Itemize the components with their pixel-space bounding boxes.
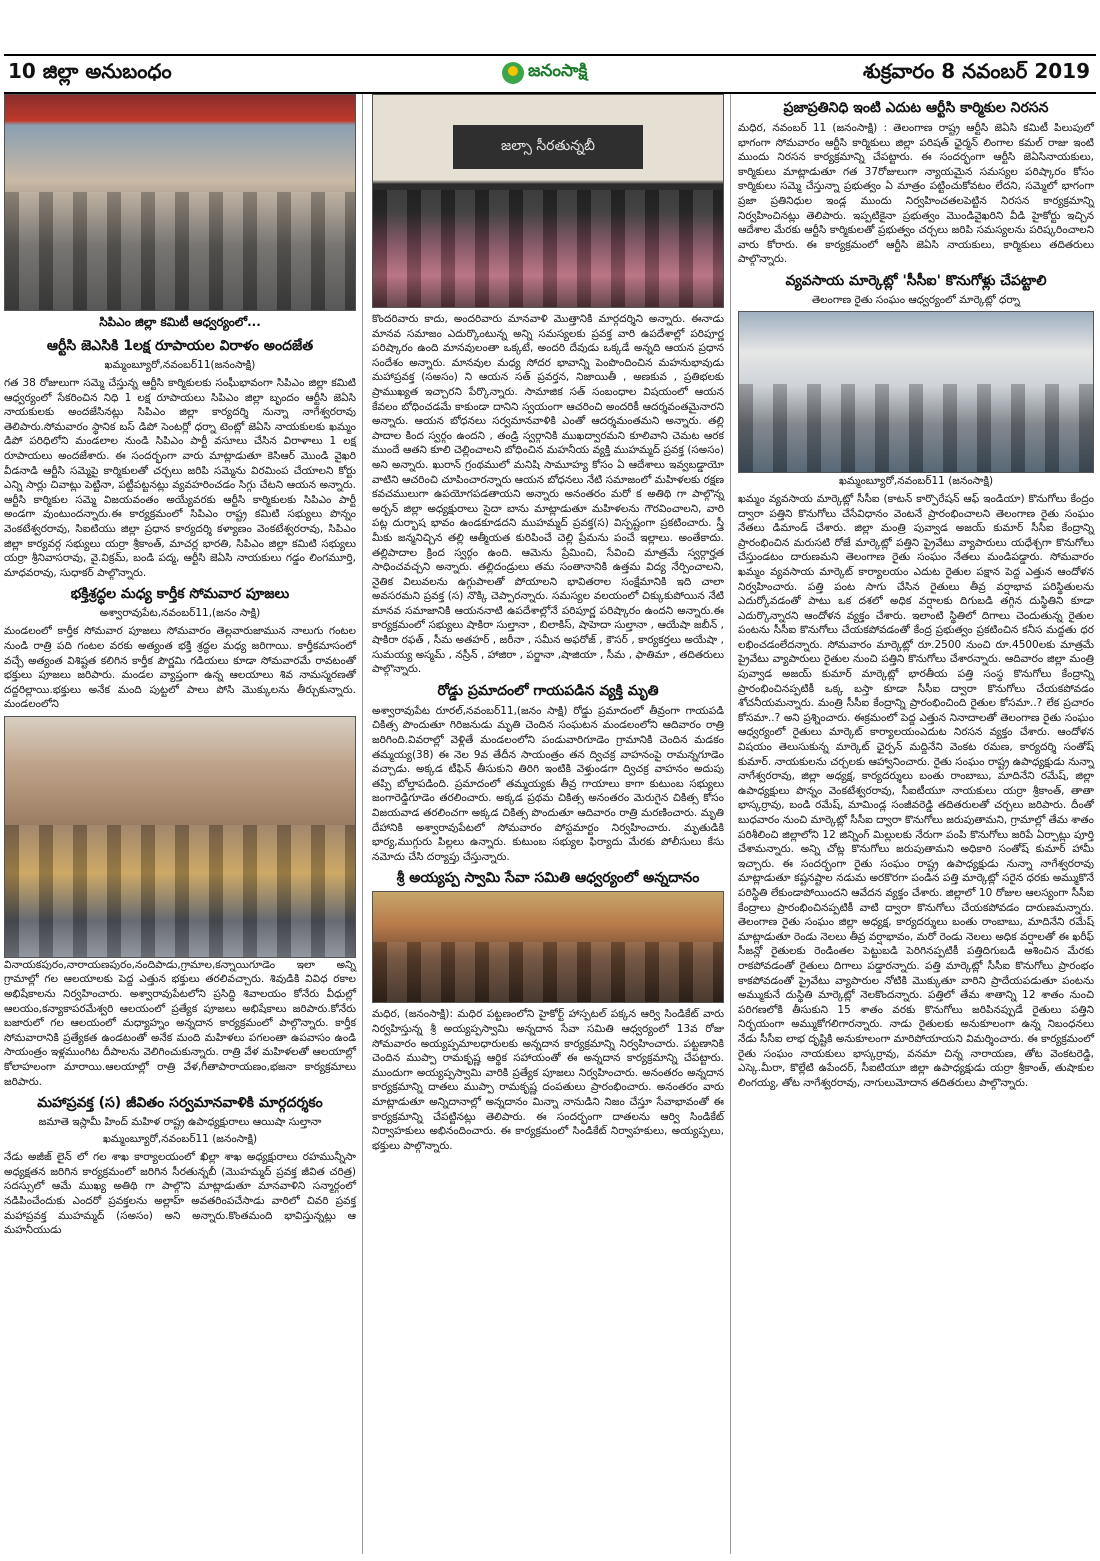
article-headline: మహాప్రవక్త (స) జీవితం సర్వమానవాళికి మార్గదర్శకం <box>37 1095 323 1112</box>
article-body: ఖమ్మం వ్యవసాయ మార్కెట్లో సీసీఐ (కాటన్ కార్పొరేషన్ ఆఫ్ ఇండియా) కొనుగోలు కేంద్రం ద్వారా పత్తిని కొనుగోలు చేసేవిధానం వెంటనే ప్రారంభించాలని తెలంగాణ రైతు సంఘం నేతలు డిమాండ్ చేశారు. జిల్లా మంత్రి పువ్వాడ అజయ్ కుమార్ సీసీఐ కేంద్రాన్ని ప్రారంభించిన మరుసటి రోజే మార్కెట్లో పత్తిని ప్రైవేటు వ్యాపారులు యధేశ్చగా కొనుగోలు చేస్తుండటం దారుణమని తెలంగాణ రైతు సంఘం నేతలు మండిపడ్డారు. సోమవారం ఖమ్మం వ్యవసాయ మార్కెట్ కార్యాలయం ఎదుట రైతుల పక్షాన పెద్ద ఎత్తున ఆందోళన నిర్వహించారు. పత్తి పంట సాగు చేసిన రైతులు తీవ్ర వర్షాభావ పరిస్థితులను ఎదుర్కోవడంతో పాటు ఒక దశలో అధిక వర్షాలకు దిగుబడి తగ్గిన దుస్థితిని కూడా ఎదుర్కొన్నారని ఆందోళన వ్యక్తం చేశారు. ఇలాంటి స్థితిలో దిగాలు చెందుతున్న రైతుల పంటను సీసీఐ కొనుగోలు చేయకపోవడంతో కేంద్ర ప్రభుత్వం ప్రకటించిన కనీస మద్దతు ధర లభించడంలేదన్నారు. సోమవారం మార్కెట్లో రూ.2500 నుంచి రూ.4500లకు మాత్రమే ప్రైవేటు వ్యాపారులు రైతుల నుంచి పత్తిని కొనుగోలు చేశారన్నారు. ఆదివారం జిల్లా మంత్రి పువ్వాడ అజయ్ కుమార్ మార్కెట్లో భారతీయ పత్తి సంస్థ కొనుగోలు కేంద్రాన్ని ప్రారంభించినప్పటికీ ఒక్క బస్తా కూడా సీసీఐ ద్వారా కొనుగోలు చేయకపోవడం శోచనీయమన్నారు. మంత్రి సీసీఐ కేంద్రాన్ని ప్రారంభించింది రైతుల కోసమా..? లేక ప్రచారం కోసమా..? అని ప్రశ్నించారు. ఈక్రమంలో పెద్ద ఎత్తున నినాదాలతో తెలంగాణ రైతు సంఘం ఆధ్వర్యంలో రైతులు మార్కెట్ కార్యాలయంఎదుట నిరసన వ్యక్తం చేశారు. ఆందోళన విషయం తెలుసుకున్న మార్కెట్ ఛైర్పన్ మద్దినేని వెంకట రమణ, కార్యదర్శి సంతోష్ కుమార్. నాయకులను చర్చలకు ఆహ్వానించారు. రైతు సంఘం రాష్ట్ర ఉపాధ్యక్షుడు నున్నా నాగేశ్వరరావు, జిల్లా అధ్యక్ష, కార్యదర్శులు బంతు రాంబాబు, మాదినేని రమేష్, జిల్లా ఉపాధ్యక్షులు పొన్నం వెంకటేశ్వరరావు, సీఐటీయూ నాయకులు యర్రా శ్రీకాంత్, తాతా భాస్కర్రావు, బండి రమేష్, మామిండ్ల సంజీవరెడ్డి తదితరులతో చర్చలు జరిపారు. దీంతో బుధవారం నుంచి మార్కెట్లో సీసీఐ ద్వారా కొనుగోలు జరుపుతామని, గ్రామాల్లో తేమ శాతం పరిశీలించి జిల్లాలోని 12 జిన్నింగ్ మిల్లులకు నేరుగా పంపి కొనుగోలు జరిపే ఏర్పాట్లు పూర్తి చేశామన్నారు. అన్ని చోట్ల కొనుగోలు జరుపుతామని అధికారి సంతోష్ కుమార్ హామీ ఇచ్చారు. ఈ సందర్భంగా రైతు సంఘం రాష్ట్ర ఉపాధ్యక్షుడు నున్నా నాగేశ్వరరావు మాట్లాడుతూ కష్టనష్టాల నడుమ అరకొరగా పండిన పత్తి మార్కెట్లో సరైన ధరకు అమ్ముకొనే పరిస్థితి లేకుండాపోయిందని ఆవేదన వ్యక్తం చేశారు. జిల్లాలో 10 రోజుల ఆలస్యంగా సీసీఐ కేంద్రాలు ప్రారంభించినప్పటికీ వాటి ద్వారా కొనుగోలు చేయకపోవడం దారుణమన్నారు. తెలంగాణ రైతు సంఘం జిల్లా అధ్యక్ష, కార్యదర్శులు బంతు రాంబాబు, మాదినేని రమేష్ మాట్లాడుతూ రెండు నెలలు తీవ్ర వర్షాభావం, మరో రెండు నెలలు అధిక వర్షాలతో ఈ ఖరీఫ్ సీజన్లో రైతులకు రెండింతల పెట్టుబడి పెరిగినప్పటికీ పత్తిదిగుబడి ఆశించిన మేరకు రాకపోవడంతో రైతులు దిగాలు పడ్డారన్నారు. పత్తి మార్కెట్లో సీసీఐ కొనుగోలు ప్రారంభం కాకపోవడంతో ప్రైవేటు వ్యాపారుల నోటికి మొక్కుతూ వారిని ప్రాదేయపడుతూ పంటను అమ్ముకునే దుస్థితి మార్కెట్లో నెలకొందన్నారు. పత్తిలో తేమ శాతాన్ని 12 శాతం నుంచి పరిగణలోకి తీసుకుని 15 శాతం వరకు కొనుగోలు జరిపినప్పుడే రైతులు పత్తిని నిర్భయంగా అమ్ముకోగలిగారన్నారు. నాడు రైతులకు అనుకూలంగా ఉన్న నిబంధనలు నేడు సీసీఐ లాభ దృష్టికి అనుకూలంగా మారిపోయాయని విమర్శించారు. ఈ కార్యక్రమంలో రైతు సంఘం నాయకులు భాస్కర్రావు, వనమా చిన్న నారాయణ, తోట వెంకటరెడ్డి, ఎస్కె.మీరా, కొల్లేటి ఉపేందర్, సీఐటియూ జిల్లా ఉపాధ్యక్షుడు యర్రా శ్రీకాంత్, తుషాకుల లింగయ్య, తోట నాగేశ్వరరావు, నాగులుమోదాన తదితరులు పాల్గొన్నారు. <box>738 492 1094 1089</box>
cpim-donation-photo <box>4 94 356 311</box>
article-dateline: అశ్వారావుపేట,నవంబర్11,(జనం సాక్షి) <box>99 607 261 620</box>
meeting-banner: జల్సా సీరతున్నబీ <box>453 125 643 169</box>
masthead-logo <box>502 61 587 85</box>
article-headline: శ్రీ అయ్యప్ప స్వామి సేవా సమితి ఆధ్వర్యంలో అన్నదానం <box>396 870 700 887</box>
page-section-label: 10 జిల్లా అనుబంధం <box>8 59 172 83</box>
article-headline: ప్రజాప్రతినిధి ఇంటి ఎదుట ఆర్టీసి కార్మికుల నిరసన <box>783 100 1049 116</box>
column-1 <box>4 94 356 1238</box>
column-3 <box>738 94 1094 1090</box>
article-dateline: ఖమ్మంబ్యూరో,నవంబర్11(జనంసాక్షి) <box>104 359 256 371</box>
column-2 <box>372 94 724 1153</box>
issue-date: శుక్రవారం 8 నవంబర్ 2019 <box>862 59 1090 83</box>
article-dateline: ఖమ్మంబ్యూరో,నవంబర్11 (జనంసాక్షి) <box>102 1133 258 1146</box>
logo-text: జనంసాక్షి <box>528 61 588 81</box>
market-dharna-photo <box>738 311 1094 473</box>
article-body: మండలంలో కార్తీక సోమవార పూజలు సోమవారం తెల్లవారుజామున నాలుగు గంటల నుండి రాత్రి పది గంటల వరకు అత్యంత భక్తి శ్రద్ధల మధ్య జరిగాయి. కార్తీకమాసంలో వచ్చే అత్యంత విశిష్టత కలిగిన కార్తీక పౌర్ణమి గడియలు కూడా సోమవారమే రావటంతో భక్తులు పూజలు జరిపారు. మండల వ్యాప్తంగా ఉన్న ఆలయాలు శివ నామస్మరణతో దద్దరిల్లాయి.భక్తులు అనేక మంది పుట్టలో పాలు పోసి మొక్కులను తీర్చుకున్నారు. మండలంలోని <box>4 625 356 711</box>
article-body: నేడు అజీజ్ లైన్ లో గల శాఖ కార్యాలయంలో ఖిల్లా శాఖ అధ్యక్షురాలు రహమున్నీసా అధ్యక్షతన జరిగిన కార్యక్రమంలో జరిగిన సీరతున్నబీ (మొహమ్మద్ ప్రవక్త జీవిత చరిత్ర) సదస్సులో ఆమే ముఖ్య అతిథి గా పాల్గొని మాట్లాడుతూ మానవాళిని సన్మార్గంలో నడిపించేందుకు ఎందరో ప్రవక్తలను అల్లాహ్ అవతరింపచేసాడు వారిలో చివరి ప్రవక్త మహాప్రవక్త ముహమ్మద్ (సఅసం) అని అన్నారు.కొంతమంది భావిస్తున్నట్లు ఆ మహనీయుడు <box>4 1151 356 1237</box>
article-body-continued: వినాయకపురం,నారాయణపురం,నందిపాడు,గ్రామాల,కన్నాయిగూడెం ఇలా అన్ని గ్రామాల్లో గల ఆలయాలకు పెద్ద ఎత్తున భక్తులు తరలివచ్చారు. శివుడికి వివిధ రకాల అభిషేకాలను నిర్వహించారు. అశ్వారావుపేటలోని ప్రసిద్ధి శివాలయం కోనేరు వీధుల్లో ఆలయం,కన్యాకాపరమేశ్వరి ఆలయంలో ప్రత్యేక పూజలు అభిషేకాలు జరిపారు.కోనేరు బజారులో గల ఆలయంలో మధ్యాహ్నం అన్నదాన కార్యక్రమంలో పాల్గొన్నారు. కార్తీక సోమవారానికి ప్రత్యేకత ఉండటంతో అనేక మంది మహిళలు పగలంతా ఉపవాసం ఉండి సాయంత్రం ఇళ్లముంగిట దీపాలను వెలిగించుకున్నారు. రాత్రి వేళ మహిళలతో ఆలయాల్లో కోలాహలంగా మారాయి.ఆలయాల్లో రాత్రి వేళ,గీతాపారాయణం,భజనా కార్యక్రమాలు జరిపారు. <box>4 958 356 1088</box>
logo-icon <box>502 62 524 84</box>
article-body: అశ్వారావుపేట రూరల్,నవంబర్11,(జనం సాక్షి) రోడ్డు ప్రమాదంలో తీవ్రంగా గాయపడి చికిత్స పొందుతూ గిరిజనుడు మృతి చెందిన సంఘటన మండలంలోని ఆదివారం రాత్రి జరిగింది.వివరాల్లో వెళ్లితే మండలంలోని పండువారిగూడెం గ్రామానికి చెందిన మడకం తమ్మయ్య(38) ఈ నెల 9వ తేదీన సాయంత్రం తన ద్విచక్ర వాహనంపై రామన్నగూడెం వచ్చాడు. అక్కడ టీఫిన్ తీసుకుని తిరిగి ఇంటికి వెళ్తుండగా ద్విచక్ర వాహనం అదుపు తప్పి బోల్తాపడింది. ప్రమాదంలో తమ్మయ్యకు తీవ్ర గాయాలు కాగా కుటుంబ సభ్యులు జంగారెడ్డిగూడెం తరలించారు. అక్కడ ప్రథమ చికిత్స అనంతరం మెరుగైన చికిత్స కోసం విజయవాడ తరలించగా అక్కడ చికిత్స పొందుతూ ఆదివారం రాత్రి మరణించారు. మృతి దేహానికి అశ్వారావుపేటలో సోమవారం పోస్టమార్టం నిర్వహించారు. మృతుడికి భార్య,ముగ్గురు పిల్లలు ఉన్నారు. కుటుంబ సభ్యుల ఫిర్యాదు మేరకు పోలీసులు కేసు నమోదు చేసి దర్యాప్తు చేస్తున్నారు. <box>372 704 724 863</box>
article-headline: రోడ్డు ప్రమాదంలో గాయపడిన వ్యక్తి మృతి <box>437 682 659 699</box>
article-subheadline: జమాతె ఇస్లామీ హింద్ మహిళ రాష్ట్ర ఉపాధ్యక్షురాలు ఆయిషా సుల్తానా <box>38 1116 322 1129</box>
temple-pooja-photo <box>4 716 356 958</box>
article-headline: భక్తిశ్రద్ధల మధ్య కార్తీక సోమవార పూజలు <box>70 586 290 603</box>
article-headline: ఆర్టీసి జెఎసికి 1లక్ష రూపాయల విరాళం అందజేత <box>46 338 314 354</box>
page-header <box>4 54 1096 94</box>
article-headline: వ్యవసాయ మార్కెట్లో 'సీసీఐ' కొనుగోళ్లు చేపట్టాలి <box>785 272 1047 289</box>
photo-caption: సిపిఎం జిల్లా కమిటీ ఆధ్వర్యంలో... <box>99 315 261 329</box>
column-divider <box>730 94 731 1554</box>
article-body: మధిర, నవంబర్ 11 (జనంసాక్షి) : తెలంగాణ రాష్ట్ర ఆర్టీసి జెఏసి కమిటీ పిలుపులో భాగంగా సోమవారం ఆర్టీసి కార్మికులు జిల్లా పరిషత్ ఛైర్మన్ లింగాల కమల్ రాజు ఇంటి ముందు నిరసన కార్యక్రమాన్ని చేపట్టారు. ఈ సందర్భంగా ఆర్టీసి జెఏసినాయకులు, కార్మికులు మాట్లాడుతూ గత 37రోజులుగా న్యాయమైన సమస్యల పరిష్కారం కోసం కార్మికులు సమ్మె చేస్తున్నా ప్రభుత్వం ఏ మాత్రం పట్టించుకోవటం లేదని, సమ్మెలో భాగంగా ప్రజా ప్రతినిధుల ఇండ్ల ముందు నిర్వహించతలపెట్టిన నిరసన కార్యక్రమాన్ని నిర్వహించినట్లు తెలిపారు. ఇప్పటికైనా ప్రభుత్వం మొండివైఖరిని వీడి హైకోర్టు ఇచ్చిన ఆదేశాల మేరకు ఆర్టీసి కార్మికులతో ప్రభుత్వం చర్చలు జరిపి సమస్యలను పరిష్కరించాలని వారు కోరారు. ఈ కార్యక్రమంలో ఆర్టీసి జెఏసి నాయకులు, కార్మికులు తదితరులు పాల్గొన్నారు. <box>738 122 1094 266</box>
annadanam-photo <box>372 891 724 1003</box>
article-subheadline: తెలంగాణ రైతు సంఘం ఆధ్వర్యంలో మార్కెట్లో ధర్నా <box>811 293 1021 306</box>
article-dateline: ఖమ్మంబ్యూరో,నవంబర్11 (జనంసాక్షి) <box>838 474 994 487</box>
article-body: గత 38 రోజులుగా సమ్మె చేస్తున్న ఆర్టీసి కార్మికులకు సంఘీభావంగా సిపిఎం జిల్లా కమిటి ఆధ్వర్యంలో సేకరించిన నిధి 1 లక్ష రూపాయలు సిపిఎం జిల్లా బృందం ఆర్టీసి జెఏసి నాయకులకు అందజేసినట్లు సిపిఎం జిల్లా కార్యదర్శి నున్నా నాగేశ్వరరావు తెలిపారు.సోమవారం స్థానిక బస్ డిపో సెంటర్లో ధర్నా టెంట్లో జెఏసి నాయకులకు ఖమ్మం డిపో పరిధిలోని మండలాల నుండి సిపిఎం పార్టీ వసూలు చేసిన విరాళాలు 1 లక్ష రూపాయలు అందజేశారు. ఈ సందర్భంగా వారు మాట్లాడుతూ కెసిఆర్ మొండి వైఖరి వీడనాడి ఆర్టీసి సమ్మెపై కార్మికులతో చర్చలు జరిపి సమ్మెను విరమింప చేయాలని కోర్టు ఎన్ని సార్లు చివాట్లు పెట్టినా, పట్టీపట్టనట్లు వ్యవహరించడం సిగ్గు చేటని ఆయన అన్నారు. ఆర్టీసి కార్మికుల సమ్మె విజయవంతం అయ్యేవరకు ఆర్టీసి కార్మికులకు సిపిఎం పార్టీ అండగా వుంటుందన్నారు.ఈ కార్యక్రమంలో సిపిఎం రాష్ట్ర కమిటి సభ్యులు పొన్నం వెంకటేశ్వరరావు, సిఐటియు జిల్లా ప్రధాన కార్యదర్శి కళ్యాణం వెంకటేశ్వరరావు, సిపిఎం జిల్లా కార్యవర్గ సభ్యులు యర్రా శ్రీకాంత్, మాచర్ల భారతి, సిపిఎం జిల్లా కమిటి సభ్యులు యర్రా శ్రీనివాసరావు, వై.విక్రమ్, బండి పద్మ, ఆర్టీసి జెఏసి నాయకులు గడ్డం లింగమూర్తి, మాధవరావు, సుధాకర్ పాల్గొన్నారు. <box>4 377 356 579</box>
column-divider <box>362 94 363 1554</box>
article-body: మధిర, (జనంసాక్షి): మధిర పట్టణంలోని హైకోర్ట్ హాస్పటల్ పక్కన ఆర్వి సిండికేట్ వారు నిర్వహిస్తున్న శ్రీ అయ్యప్పస్వామి అన్నదాన సేవా సమితి ఆధ్వర్యంలో 13వ రోజు సోమవారం అయ్యప్పమాలధారులకు అన్నదాన కార్యక్రమాన్ని నిర్వహించారు. పట్టణానికి చెందిన ముప్పా రామకృష్ణ ఆర్థిక సహాయంతో ఈ అన్నదాన కార్యక్రమాన్ని చేపట్టారు. ముందుగా అయ్యప్పస్వామి వారికి ప్రత్యేక పూజలు నిర్వహించారు. అనంతరం అన్నదాన కార్యక్రమాన్ని దాతలు ముప్పా రామకృష్ణ దంపతులు ప్రారంభించారు. అనంతరం వారు మాట్లాడుతూ అన్నిదానాల్లో అన్నదానం మిన్నా నానుడిని నిజం చేస్తూ సేవాభావంతో ఈ కార్యక్రమాన్ని చేపట్టినట్లు తెలిపారు. ఈ సందర్భంగా దాతలను ఆర్వి సిండికేట్ నిర్వాహకులు అభినందించారు. ఈ కార్యక్రమంలో సిండికేట్ నిర్వాహకులు, అయ్యప్పలు, భక్తులు పాల్గొన్నారు. <box>372 1008 724 1152</box>
article-body-continued: కొందరివారు కాదు, అందరివారు మానవాళి మొత్తానికి మార్గదర్శిని అన్నారు. ఈనాడు మానవ సమాజం ఎదుర్కొంటున్న అన్ని సమస్యలకు ప్రవక్త వారి ఉపదేశాల్లో పరిపూర్ణ పరిష్కారం ఉంది మానవులంతా ఒక్కటే, అందరి దేవుడు ఒక్కడే అన్నది ఆయన ప్రధాన సందేశం అన్నారు. మానవుల మధ్య సోదర భావాన్ని పెంపొందించిన మహనుభావుడు మహాప్రవక్త (సఅసం) ని ఆయన సత్ ప్రవర్తన, నిజాయితీ , అణకువ , ప్రతిభలకు ప్రాముఖ్యత ఇచ్చారని పేర్కొన్నారు. సామాజిక సత్ సంబంధాల విషయంలో ఆయన కేవలం బోధించడమే కాకుండా దానిని స్వయంగా ఆచరించి అందరికీ ఆదర్శవంతమైనారని అన్నారు. ఆయన బోధనలు సర్వమానవాళికి ఎంతో ఆదర్శమంతమని అన్నారు. తల్లి పాదాల కింద స్వర్గం ఉందని , తండ్రి స్వర్గానికి ముఖద్వారమని కూలివాని చెమట ఆరక ముందే ఆతని కూలి చెల్లించాలని బోధించిన మహనీయ వ్యక్తి ముహమ్మద్ ప్రవక్త (సఅసం) అని అన్నారు. ఖురాన్ గ్రంథములో మనిషి సామూహ్య కోసం ఏ ఆదేశాలు ఇవ్వబడ్డాయో వాటిని ఆచరించి చూపించారన్నారు ఆయన బోధనలు నేటి సమాజంలో మహిళలకు రక్షణ కవచములుగా ఉపయోగపడతాయని అన్నారు అనంతరం మరో క అతిథి గా పాల్గొన్న అర్బన్ జిల్లా అధ్యక్షురాలు సైదా బాను మాట్లాడుతూ మహిళలను గౌరవించాలని, వారి పట్ల దుర్భాష భావం ఉండకూడదని ముహమ్మద్ ప్రవక్త(స) విస్పష్టంగా ప్రకటించారు. స్త్రీ మీకు జన్మనిచ్చిన తల్లి ఆత్మీయత కురిపించే చెల్లి ప్రేమను పంచే ఇల్లాలు. అంతేకాదు. తల్లిపాదాల క్రింద స్వర్గం ఉంది. ఆమెను ప్రేమించి, సేవించి మాత్రమే స్వర్గార్హత సాధించవచ్చని అన్నారు. తల్లిదండ్రులు తమ సంతానానికి ఉత్తమ విద్య నేర్పించాలని, నైతిక విలువలను ఉగ్గుపాలతో పోయాలని భావితరాల సంక్షేమానికి ఇది చాలా అవసరమని ప్రవక్త (స) నొక్కి చెప్పారన్నారు. సమస్యల వలయంలో చిక్కుకుపోయిన నేటి మానవ సమాజానికి ఆయననాటి ఉపదేశాల్లోనే పరిపూర్ణ పరిష్కారం ఉందని అన్నారు.ఈ కార్యక్రమంలో సభ్యులు షాకిరా సుల్తానా , బిలాకిస్, షాహెదా సుల్తానా , ఆయేషా జబీన్ , షాకిరా రఫత్ , సీమ అతహర్ , జరీనా , సమీన అఫరోజ్ , కౌసర్ , కార్యకర్తలు అయేషా , సుమయ్య అస్మమ్ , నస్రీన్ , హాజిరా , పర్జానా ,షాజియా , సీమ , ఫాతిమా , తదితరులు పాల్గొన్నారు. <box>372 313 724 676</box>
jamaat-meeting-photo <box>372 94 724 308</box>
